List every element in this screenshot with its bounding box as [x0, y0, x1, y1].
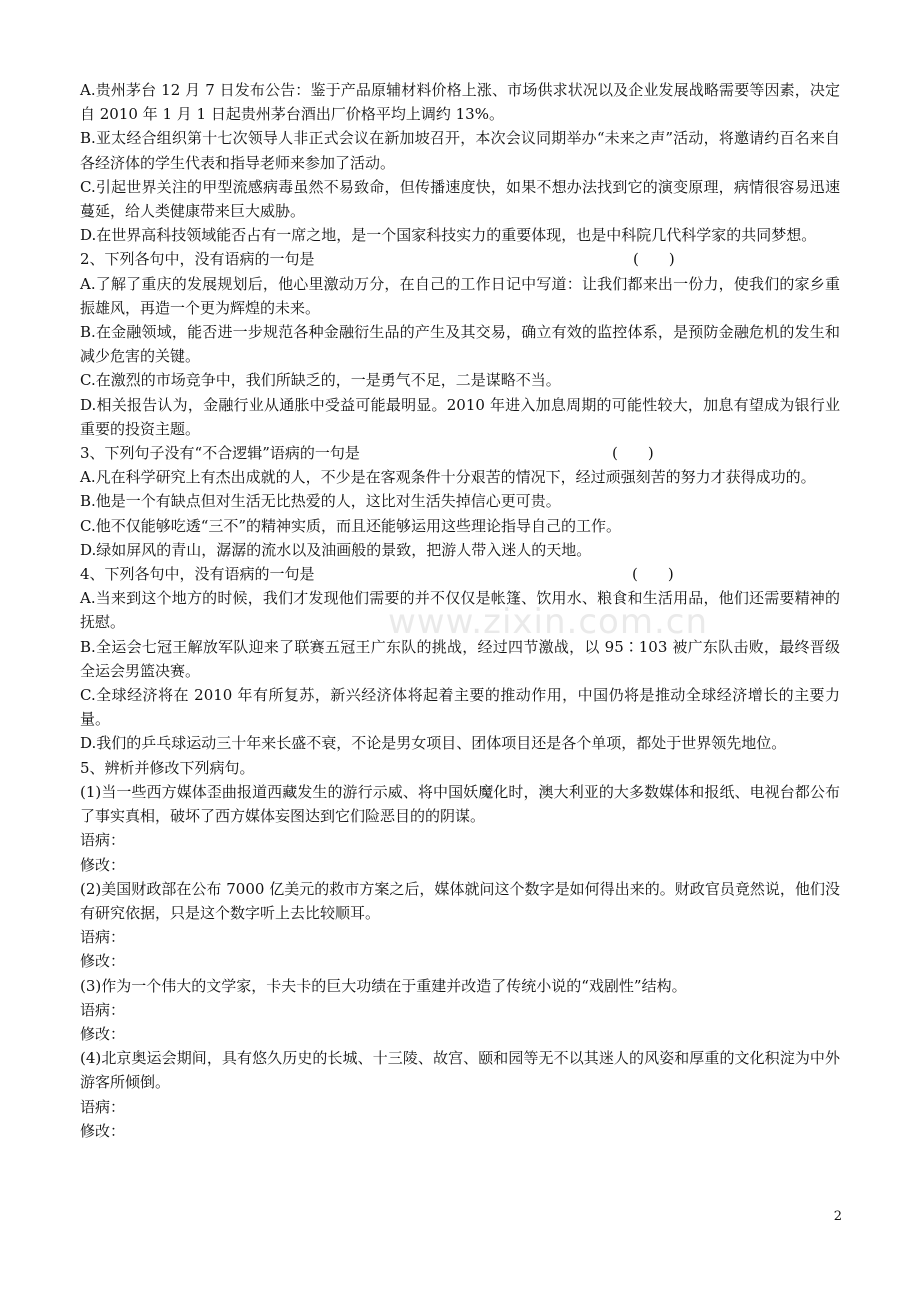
- q3-option-d: D.绿如屏风的青山，潺潺的流水以及油画般的景致，把游人带入迷人的天地。: [80, 540, 592, 559]
- q2-option-c: C.在激烈的市场竞争中，我们所缺乏的，一是勇气不足，二是谋略不当。: [80, 371, 561, 390]
- q4-stem: 4、下列各句中，没有语病的一句是: [80, 565, 315, 584]
- q5-item-3-error-label: 语病：: [80, 1000, 126, 1019]
- q5-item-3-fix-label: 修改：: [80, 1024, 126, 1043]
- q3-option-a: A.凡在科学研究上有杰出成就的人，不少是在客观条件十分艰苦的情况下，经过顽强刻苦的努力才获得成功的。: [80, 468, 816, 487]
- q5-item-4-error-label: 语病：: [80, 1097, 126, 1116]
- q3-stem-row: [80, 441, 840, 465]
- q2-option-d: D.相关报告认为，金融行业从通胀中受益可能最明显。2010 年进入加息周期的可能性较大，加息有望成为银行业重要的投资主题。: [80, 395, 840, 438]
- q5-stem: 5、辨析并修改下列病句。: [80, 758, 255, 777]
- q4-option-b: B.全运会七冠王解放军队迎来了联赛五冠王广东队的挑战，经过四节激战，以 95∶103 被广东队击败，最终晋级全运会男篮决赛。: [80, 637, 840, 680]
- q4-stem-row: [80, 562, 840, 586]
- q5-item-4: (4)北京奥运会期间，具有悠久历史的长城、十三陵、故宫、颐和园等无不以其迷人的风姿和厚重的文化积淀为中外游客所倾倒。: [80, 1049, 840, 1092]
- watermark: www.zixin.com.cn: [388, 602, 708, 642]
- q2-stem-row: [80, 247, 840, 271]
- q5-item-2: (2)美国财政部在公布 7000 亿美元的救市方案之后，媒体就问这个数字是如何得出来的。财政官员竟然说，他们没有研究依据，只是这个数字听上去比较顺耳。: [80, 879, 840, 922]
- q5-item-1-fix-label: 修改：: [80, 855, 126, 874]
- q5-item-1-error-label: 语病：: [80, 831, 126, 850]
- q5-item-3: (3)作为一个伟大的文学家，卡夫卡的巨大功绩在于重建并改造了传统小说的“戏剧性”结构。: [80, 976, 687, 995]
- q5-item-1: (1)当一些西方媒体歪曲报道西藏发生的游行示威、将中国妖魔化时，澳大利亚的大多数媒体和报纸、电视台都公布了事实真相，破坏了西方媒体妄图达到它们险恶目的的阴谋。: [80, 782, 840, 826]
- document-body: [80, 78, 840, 1143]
- q2-option-b: B.在金融领域，能否进一步规范各种金融衍生品的产生及其交易，确立有效的监控体系，是预防金融危机的发生和减少危害的关键。: [80, 323, 840, 366]
- q1-option-d: D.在世界高科技领域能否占有一席之地，是一个国家科技实力的重要体现，也是中科院几代科学家的共同梦想。: [80, 226, 817, 245]
- q3-answer-paren: ( ): [612, 444, 654, 463]
- q5-item-2-fix-label: 修改：: [80, 952, 126, 971]
- q1-option-a: A.贵州茅台 12 月 7 日发布公告：鉴于产品原辅材料价格上涨、市场供求状况以及企业发展战略需要等因素，决定自 2010 年 1 月 1 日起贵州茅台酒出厂价格平均上调约 13%。: [80, 81, 840, 124]
- q2-answer-paren: ( ): [633, 250, 675, 269]
- q4-option-d: D.我们的乒乓球运动三十年来长盛不衰，不论是男女项目、团体项目还是各个单项，都处于世界领先地位。: [80, 734, 787, 753]
- q2-option-a: A.了解了重庆的发展规划后，他心里激动万分，在自己的工作日记中写道：让我们都来出一份力，使我们的家乡重振雄风，再造一个更为辉煌的未来。: [80, 274, 840, 317]
- q4-option-c: C.全球经济将在 2010 年有所复苏，新兴经济体将起着主要的推动作用，中国仍将是推动全球经济增长的主要力量。: [80, 686, 840, 729]
- q1-option-c: C.引起世界关注的甲型流感病毒虽然不易致命，但传播速度快，如果不想办法找到它的演变原理，病情很容易迅速蔓延，给人类健康带来巨大威胁。: [80, 177, 840, 221]
- q4-option-a: A.当来到这个地方的时候，我们才发现他们需要的并不仅仅是帐篷、饮用水、粮食和生活用品，他们还需要精神的抚慰。: [80, 589, 840, 632]
- q1-option-b: B.亚太经合组织第十七次领导人非正式会议在新加坡召开，本次会议同期举办“未来之声”活动，将邀请约百名来自各经济体的学生代表和指导老师来参加了活动。: [80, 129, 840, 172]
- q2-stem: 2、下列各句中，没有语病的一句是: [80, 250, 315, 269]
- q4-answer-paren: ( ): [632, 565, 674, 584]
- q5-item-4-fix-label: 修改：: [80, 1121, 126, 1140]
- q3-option-b: B.他是一个有缺点但对生活无比热爱的人，这比对生活失掉信心更可贵。: [80, 492, 561, 511]
- q3-option-c: C.他不仅能够吃透“三不”的精神实质，而且还能够运用这些理论指导自己的工作。: [80, 516, 622, 535]
- q5-item-2-error-label: 语病：: [80, 928, 126, 947]
- page-number: 2: [833, 1209, 842, 1224]
- q3-stem: 3、下列句子没有“不合逻辑”语病的一句是: [80, 444, 360, 463]
